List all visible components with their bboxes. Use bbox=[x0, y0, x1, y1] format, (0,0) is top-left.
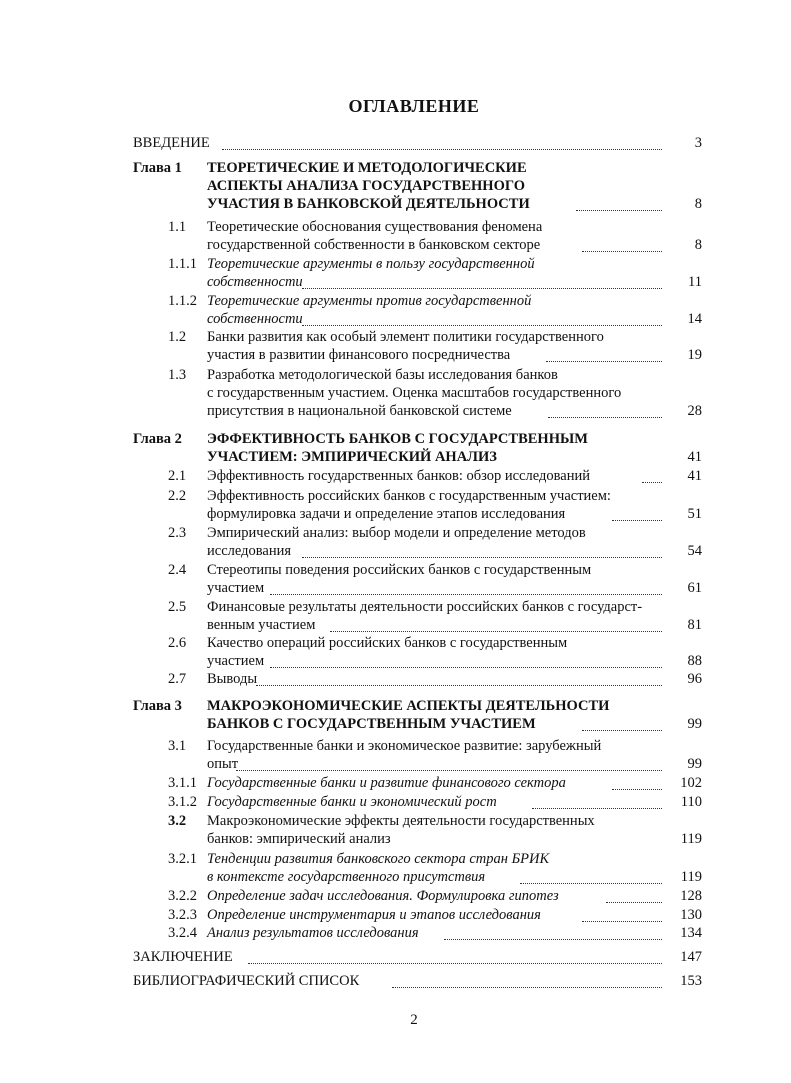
dot-leader bbox=[520, 882, 662, 884]
section-number: 2.3 bbox=[168, 525, 187, 541]
dot-leader bbox=[612, 788, 662, 790]
dot-leader bbox=[222, 148, 662, 150]
page-ref: 96 bbox=[687, 671, 702, 687]
section-title-line: Эмпирический анализ: выбор модели и определение методов bbox=[207, 525, 586, 541]
section-number: 1.1 bbox=[168, 219, 187, 235]
page-title: ОГЛАВЛЕНИЕ bbox=[348, 96, 480, 116]
page-ref: 11 bbox=[688, 274, 702, 290]
page-ref: 130 bbox=[680, 907, 702, 923]
section-title-line: Теоретические аргументы в пользу государственной bbox=[207, 256, 535, 272]
dot-leader bbox=[548, 416, 662, 418]
dot-leader bbox=[546, 360, 662, 362]
section-title-line: участием bbox=[207, 580, 265, 596]
section-title-line: Теоретические аргументы против государственной bbox=[207, 293, 532, 309]
page-ref: 3 bbox=[694, 135, 702, 151]
section-title-line: с государственным участием. Оценка масштабов государственного bbox=[207, 385, 622, 401]
dot-leader bbox=[612, 519, 662, 521]
section-title-line: Разработка методологической базы исследования банков bbox=[207, 367, 558, 383]
chapter-title-line: УЧАСТИЯ В БАНКОВСКОЙ ДЕЯТЕЛЬНОСТИ bbox=[207, 196, 530, 212]
dot-leader bbox=[392, 986, 662, 988]
section-title-line: Стереотипы поведения российских банков с государственным bbox=[207, 562, 592, 578]
page-ref: 134 bbox=[680, 925, 702, 941]
section-number: 2.2 bbox=[168, 488, 187, 504]
bibliography-label: БИБЛИОГРАФИЧЕСКИЙ СПИСОК bbox=[133, 973, 360, 989]
dot-leader bbox=[582, 729, 662, 731]
page-ref: 8 bbox=[694, 196, 702, 212]
dot-leader bbox=[582, 920, 662, 922]
section-number: 3.2.3 bbox=[168, 907, 197, 923]
dot-leader bbox=[444, 938, 662, 940]
section-number: 2.5 bbox=[168, 599, 187, 615]
chapter-label: Глава 2 bbox=[133, 431, 182, 447]
chapter-label: Глава 3 bbox=[133, 698, 182, 714]
section-title-line: Макроэкономические эффекты деятельности государственных bbox=[207, 813, 595, 829]
page-ref: 28 bbox=[687, 403, 702, 419]
chapter-title-line: ЭФФЕКТИВНОСТЬ БАНКОВ С ГОСУДАРСТВЕННЫМ bbox=[207, 431, 588, 447]
dot-leader bbox=[576, 209, 662, 211]
section-title-line: собственности bbox=[207, 274, 303, 290]
dot-leader bbox=[532, 807, 662, 809]
section-title-line: Выводы bbox=[207, 671, 258, 687]
dot-leader bbox=[248, 962, 662, 964]
section-title-line: венным участием bbox=[207, 617, 316, 633]
intro-label: ВВЕДЕНИЕ bbox=[133, 135, 210, 151]
dot-leader bbox=[270, 666, 662, 668]
section-title-line: Анализ результатов исследования bbox=[207, 925, 419, 941]
chapter-title-line: ТЕОРЕТИЧЕСКИЕ И МЕТОДОЛОГИЧЕСКИЕ bbox=[207, 160, 527, 176]
section-number: 1.1.2 bbox=[168, 293, 197, 309]
section-title-line: Финансовые результаты деятельности российских банков с государст- bbox=[207, 599, 643, 615]
section-number: 2.6 bbox=[168, 635, 187, 651]
section-title-line: формулировка задачи и определение этапов исследования bbox=[207, 506, 566, 522]
dot-leader bbox=[256, 684, 662, 686]
dot-leader bbox=[330, 630, 662, 632]
page-ref: 14 bbox=[687, 311, 702, 327]
page-ref: 153 bbox=[680, 973, 702, 989]
section-title-line: Банки развития как особый элемент политики государственного bbox=[207, 329, 604, 345]
chapter-title-line: БАНКОВ С ГОСУДАРСТВЕННЫМ УЧАСТИЕМ bbox=[207, 716, 536, 732]
page-ref: 51 bbox=[687, 506, 702, 522]
dot-leader bbox=[642, 481, 662, 483]
section-number: 2.4 bbox=[168, 562, 187, 578]
page-ref: 119 bbox=[680, 831, 702, 847]
section-number: 2.1 bbox=[168, 468, 187, 484]
section-number: 1.2 bbox=[168, 329, 187, 345]
section-title-line: в контексте государственного присутствия bbox=[207, 869, 486, 885]
page-ref: 54 bbox=[687, 543, 702, 559]
page-ref: 128 bbox=[680, 888, 702, 904]
chapter-title-line: МАКРОЭКОНОМИЧЕСКИЕ АСПЕКТЫ ДЕЯТЕЛЬНОСТИ bbox=[207, 698, 610, 714]
section-number: 3.2 bbox=[168, 813, 187, 829]
page-ref: 147 bbox=[680, 949, 702, 965]
chapter-label: Глава 1 bbox=[133, 160, 182, 176]
chapter-title-line: УЧАСТИЕМ: ЭМПИРИЧЕСКИЙ АНАЛИЗ bbox=[207, 449, 497, 465]
page-ref: 99 bbox=[687, 756, 702, 772]
section-number: 3.2.2 bbox=[168, 888, 197, 904]
section-number: 1.1.1 bbox=[168, 256, 197, 272]
section-title-line: участием bbox=[207, 653, 265, 669]
page-ref: 99 bbox=[687, 716, 702, 732]
page-ref: 41 bbox=[687, 449, 702, 465]
page-ref: 8 bbox=[694, 237, 702, 253]
page-ref: 19 bbox=[687, 347, 702, 363]
section-title-line: Качество операций российских банков с государственным bbox=[207, 635, 568, 651]
section-number: 3.1.2 bbox=[168, 794, 197, 810]
page-ref: 81 bbox=[687, 617, 702, 633]
section-number: 2.7 bbox=[168, 671, 187, 687]
section-title-line: участия в развитии финансового посредничества bbox=[207, 347, 511, 363]
section-number: 1.3 bbox=[168, 367, 187, 383]
section-title-line: Тенденции развития банковского сектора стран БРИК bbox=[207, 851, 550, 867]
section-title-line: Государственные банки и развитие финансового сектора bbox=[207, 775, 566, 791]
dot-leader bbox=[302, 324, 662, 326]
section-title-line: банков: эмпирический анализ bbox=[207, 831, 391, 847]
page-number: 2 bbox=[410, 1012, 418, 1028]
dot-leader bbox=[236, 769, 662, 771]
section-number: 3.1.1 bbox=[168, 775, 197, 791]
section-title-line: собственности bbox=[207, 311, 303, 327]
chapter-title-line: АСПЕКТЫ АНАЛИЗА ГОСУДАРСТВЕННОГО bbox=[207, 178, 525, 194]
page-ref: 119 bbox=[680, 869, 702, 885]
section-title-line: Государственные банки и экономический рост bbox=[207, 794, 497, 810]
section-number: 3.2.1 bbox=[168, 851, 197, 867]
section-title-line: опыт bbox=[207, 756, 239, 772]
dot-leader bbox=[270, 593, 662, 595]
section-title-line: Государственные банки и экономическое развитие: зарубежный bbox=[207, 738, 602, 754]
section-title-line: исследования bbox=[207, 543, 292, 559]
section-title-line: Определение инструментария и этапов исследования bbox=[207, 907, 541, 923]
section-title-line: Эффективность российских банков с государственным участием: bbox=[207, 488, 611, 504]
section-title-line: государственной собственности в банковском секторе bbox=[207, 237, 541, 253]
section-title-line: Эффективность государственных банков: обзор исследований bbox=[207, 468, 590, 484]
dot-leader bbox=[302, 287, 662, 289]
page-ref: 110 bbox=[680, 794, 702, 810]
section-title-line: Теоретические обоснования существования феномена bbox=[207, 219, 543, 235]
page-ref: 88 bbox=[687, 653, 702, 669]
dot-leader bbox=[582, 250, 662, 252]
page-ref: 61 bbox=[687, 580, 702, 596]
dot-leader bbox=[606, 901, 662, 903]
section-title-line: присутствия в национальной банковской системе bbox=[207, 403, 512, 419]
dot-leader bbox=[302, 556, 662, 558]
page-ref: 41 bbox=[687, 468, 702, 484]
section-number: 3.2.4 bbox=[168, 925, 197, 941]
conclusion-label: ЗАКЛЮЧЕНИЕ bbox=[133, 949, 233, 965]
page-ref: 102 bbox=[680, 775, 702, 791]
section-number: 3.1 bbox=[168, 738, 187, 754]
section-title-line: Определение задач исследования. Формулировка гипотез bbox=[207, 888, 559, 904]
